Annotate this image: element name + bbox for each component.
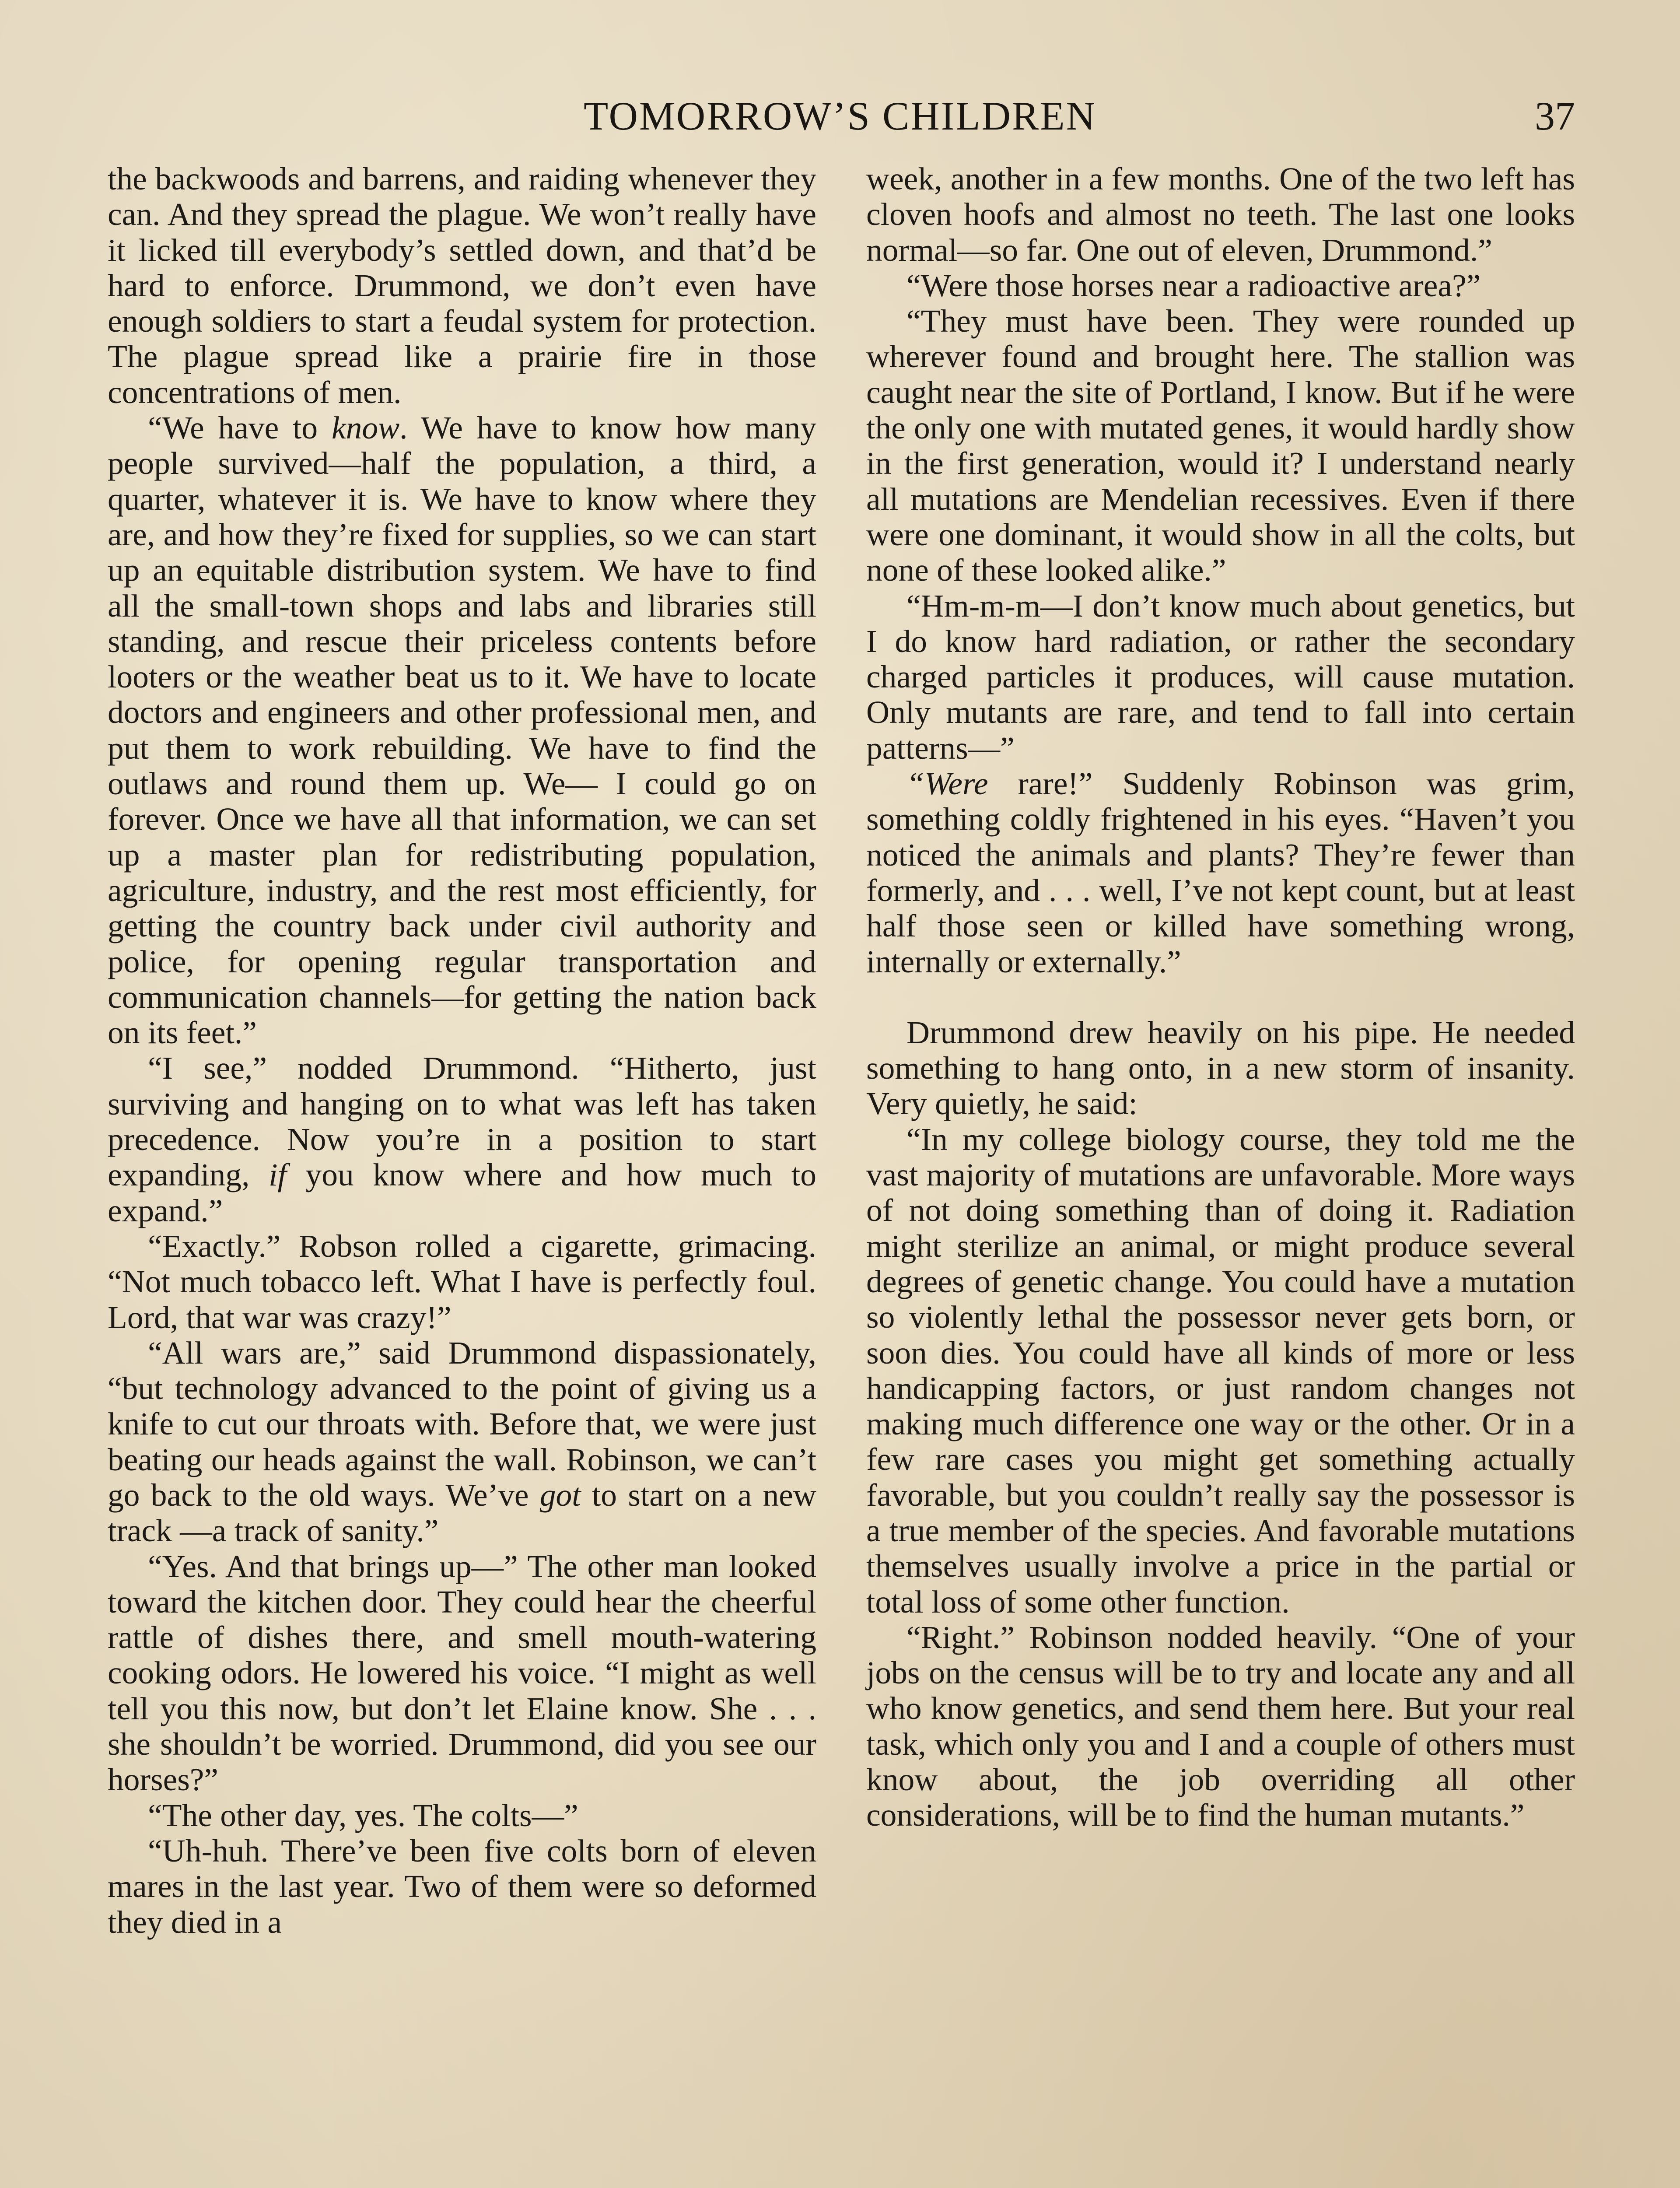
paragraph: “The other day, yes. The colts—” (148, 1797, 578, 1833)
emphasis: know (331, 410, 400, 446)
emphasis: if (269, 1157, 287, 1193)
paragraph: “Uh-huh. There’ve been five colts born of eleven mares in the last year. Two of them were so deformed they died in a (108, 1833, 816, 1940)
paragraph: “Were rare!” Suddenly Robinson was grim, something coldly frightened in his eyes. “Haven’t you noticed the animals and plants? They’re fewer than formerly, and . . . well, I’ve not kept count, but at least half those seen or killed have something wrong, internally or externally.” (866, 766, 1575, 979)
paragraph: Drummond drew heavily on his pipe. He needed something to hang onto, in a new storm of insanity. Very quietly, he said: (866, 1014, 1575, 1122)
paragraph: “We have to know. We have to know how many people survived—half the population, a third, a quarter, whatever it is. We have to know where they are, and how they’re fixed for supplies, so we can start up an equitable distribution system. We have to find all the small-town shops and labs and libraries still standing, and rescue their priceless contents before looters or the weather beat us to it. We have to locate doctors and engineers and other professional men, and put them to work rebuilding. We have to find the outlaws and round them up. We— I could go on forever. Once we have all that information, we can set up a master plan for redistributing population, agriculture, industry, and the rest most efficiently, for getting the country back under civil authority and police, for opening regular transportation and communication channels—for getting the nation back on its feet.” (108, 410, 816, 1051)
page-number: 37 (1535, 94, 1575, 138)
right-column (866, 161, 1575, 1833)
paragraph: “Right.” Robinson nodded heavily. “One of your jobs on the census will be to try and locate any and all who know genetics, and send them here. But your real task, which only you and I and a couple of others must know about, the job overriding all other considerations, will be to find the human mutants.” (866, 1619, 1575, 1833)
emphasis: “Were (906, 766, 988, 802)
page-header (105, 90, 1575, 142)
paragraph: “Were those horses near a radioactive area?” (906, 267, 1481, 303)
paragraph: “Hm-m-m—I don’t know much about genetics, but I do know hard radiation, or rather the secondary charged particles it produces, will cause mutation. Only mutants are rare, and tend to fall into certain patterns—” (866, 588, 1575, 766)
paragraph: “Yes. And that brings up—” The other man looked toward the kitchen door. They could hear the cheerful rattle of dishes there, and smell mouth-watering cooking odors. He lowered his voice. “I might as well tell you this now, but don’t let Elaine know. She . . . she shouldn’t be worried. Drummond, did you see our horses?” (108, 1548, 816, 1798)
paragraph: “Exactly.” Robson rolled a cigarette, grimacing. “Not much tobacco left. What I have is perfectly foul. Lord, that war was crazy!” (108, 1228, 816, 1335)
paragraph: “They must have been. They were rounded up wherever found and brought here. The stallion was caught near the site of Portland, I know. But if he were the only one with mutated genes, it would hardly show in the first generation, would it? I understand nearly all mutations are Mendelian recessives. Even if there were one dominant, it would show in all the colts, but none of these looked alike.” (866, 303, 1575, 588)
paragraph: “All wars are,” said Drummond dispassionately, “but technology advanced to the point of giving us a knife to cut our throats with. Before that, we were just beating our heads against the wall. Robinson, we can’t go back to the old ways. We’ve got to start on a new track —a track of sanity.” (108, 1335, 816, 1549)
left-column (108, 161, 816, 1940)
paragraph: the backwoods and barrens, and raiding whenever they can. And they spread the plague. We won’t really have it licked till everybody’s settled down, and that’d be hard to enforce. Drummond, we don’t even have enough soldiers to start a feudal system for protection. The plague spread like a prairie fire in those concentrations of men. (108, 161, 816, 410)
running-title: TOMORROW’S CHILDREN (583, 94, 1097, 138)
paragraph: week, another in a few months. One of the two left has cloven hoofs and almost no teeth. The last one looks normal—so far. One out of eleven, Drummond.” (866, 161, 1575, 268)
paragraph: “In my college biology course, they told me the vast majority of mutations are unfavorable. More ways of not doing something than of doing it. Radiation might sterilize an animal, or might produce several degrees of genetic change. You could have a mutation so violently lethal the possessor never gets born, or soon dies. You could have all kinds of more or less handicapping factors, or just random changes not making much difference one way or the other. Or in a few rare cases you might get something actually favorable, but you couldn’t really say the possessor is a true member of the species. And favorable mutations themselves usually involve a price in the partial or total loss of some other function. (866, 1121, 1575, 1620)
paragraph: “I see,” nodded Drummond. “Hitherto, just surviving and hanging on to what was left has taken precedence. Now you’re in a position to start expanding, if you know where and how much to expand.” (108, 1050, 817, 1228)
emphasis: got (539, 1477, 581, 1513)
